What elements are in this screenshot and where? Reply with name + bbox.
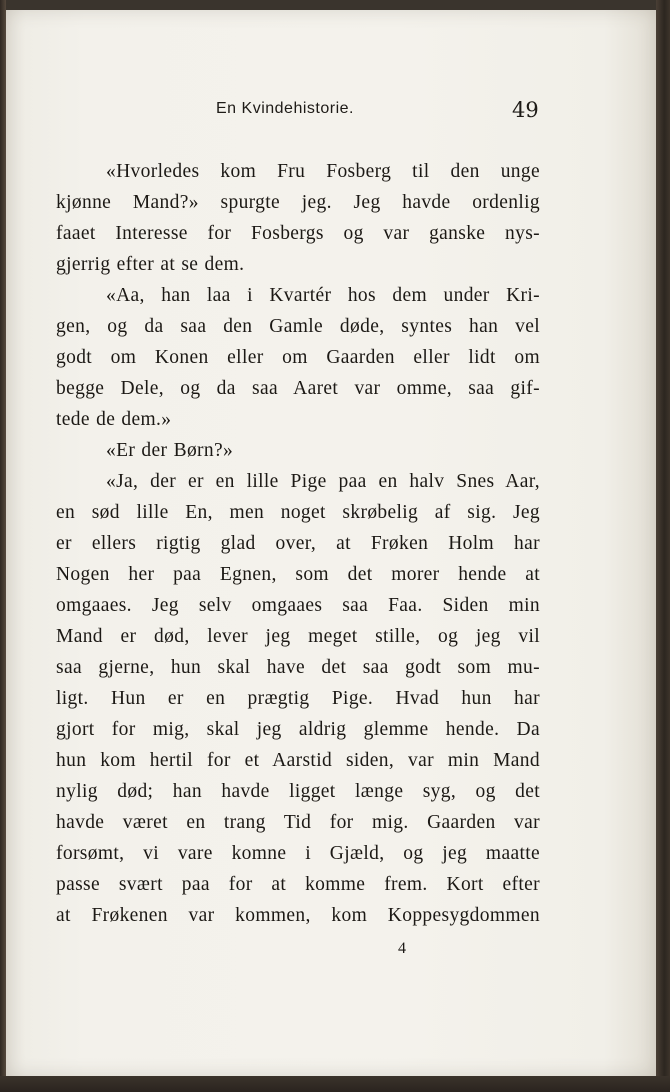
text-line: ligt. Hun er en prægtig Pige. Hvad hun har — [56, 688, 540, 709]
running-title: En Kvindehistorie. — [216, 100, 354, 117]
text-line: Mand er død, lever jeg meget stille, og jeg vil — [56, 626, 540, 647]
page-header — [6, 100, 656, 130]
text-line: saa gjerne, hun skal have det saa godt som mu- — [56, 657, 540, 678]
text-line: hun kom hertil for et Aarstid siden, var min Mand — [56, 750, 540, 771]
text-line: havde været en trang Tid for mig. Gaarden var — [56, 812, 540, 833]
text-line: «Aa, han laa i Kvartér hos dem under Kri- — [106, 285, 540, 306]
text-line: er ellers rigtig glad over, at Frøken Holm har — [56, 533, 540, 554]
signature-mark: 4 — [398, 940, 406, 957]
page-bottom-edge — [0, 1076, 670, 1092]
text-line: omgaaes. Jeg selv omgaaes saa Faa. Siden min — [56, 595, 540, 616]
text-line: begge Dele, og da saa Aaret var omme, saa gif- — [56, 378, 540, 399]
body-text — [56, 156, 540, 931]
page-spine-edge — [656, 0, 670, 1092]
text-line: Nogen her paa Egnen, som det morer hende at — [56, 564, 540, 585]
book-page — [6, 10, 656, 1076]
text-line: «Er der Børn?» — [106, 440, 234, 461]
text-line: godt om Konen eller om Gaarden eller lidt om — [56, 347, 540, 368]
text-line: tede de dem.» — [56, 409, 172, 430]
text-line: forsømt, vi vare komne i Gjæld, og jeg maatte — [56, 843, 540, 864]
text-line: nylig død; han havde ligget længe syg, og det — [56, 781, 540, 802]
text-line: kjønne Mand?» spurgte jeg. Jeg havde ordenlig — [56, 192, 540, 213]
text-line: gjort for mig, skal jeg aldrig glemme hende. Da — [56, 719, 540, 740]
text-line: en sød lille En, men noget skrøbelig af sig. Jeg — [56, 502, 540, 523]
text-line: faaet Interesse for Fosbergs og var ganske nys- — [56, 223, 540, 244]
text-line: «Hvorledes kom Fru Fosberg til den unge — [106, 161, 540, 182]
text-line: gjerrig efter at se dem. — [56, 254, 245, 275]
text-line: gen, og da saa den Gamle døde, syntes han vel — [56, 316, 540, 337]
text-line: passe svært paa for at komme frem. Kort efter — [56, 874, 540, 895]
text-line: «Ja, der er en lille Pige paa en halv Snes Aar, — [106, 471, 540, 492]
text-line: at Frøkenen var kommen, kom Koppesygdommen — [56, 905, 540, 926]
page-number: 49 — [512, 98, 539, 122]
